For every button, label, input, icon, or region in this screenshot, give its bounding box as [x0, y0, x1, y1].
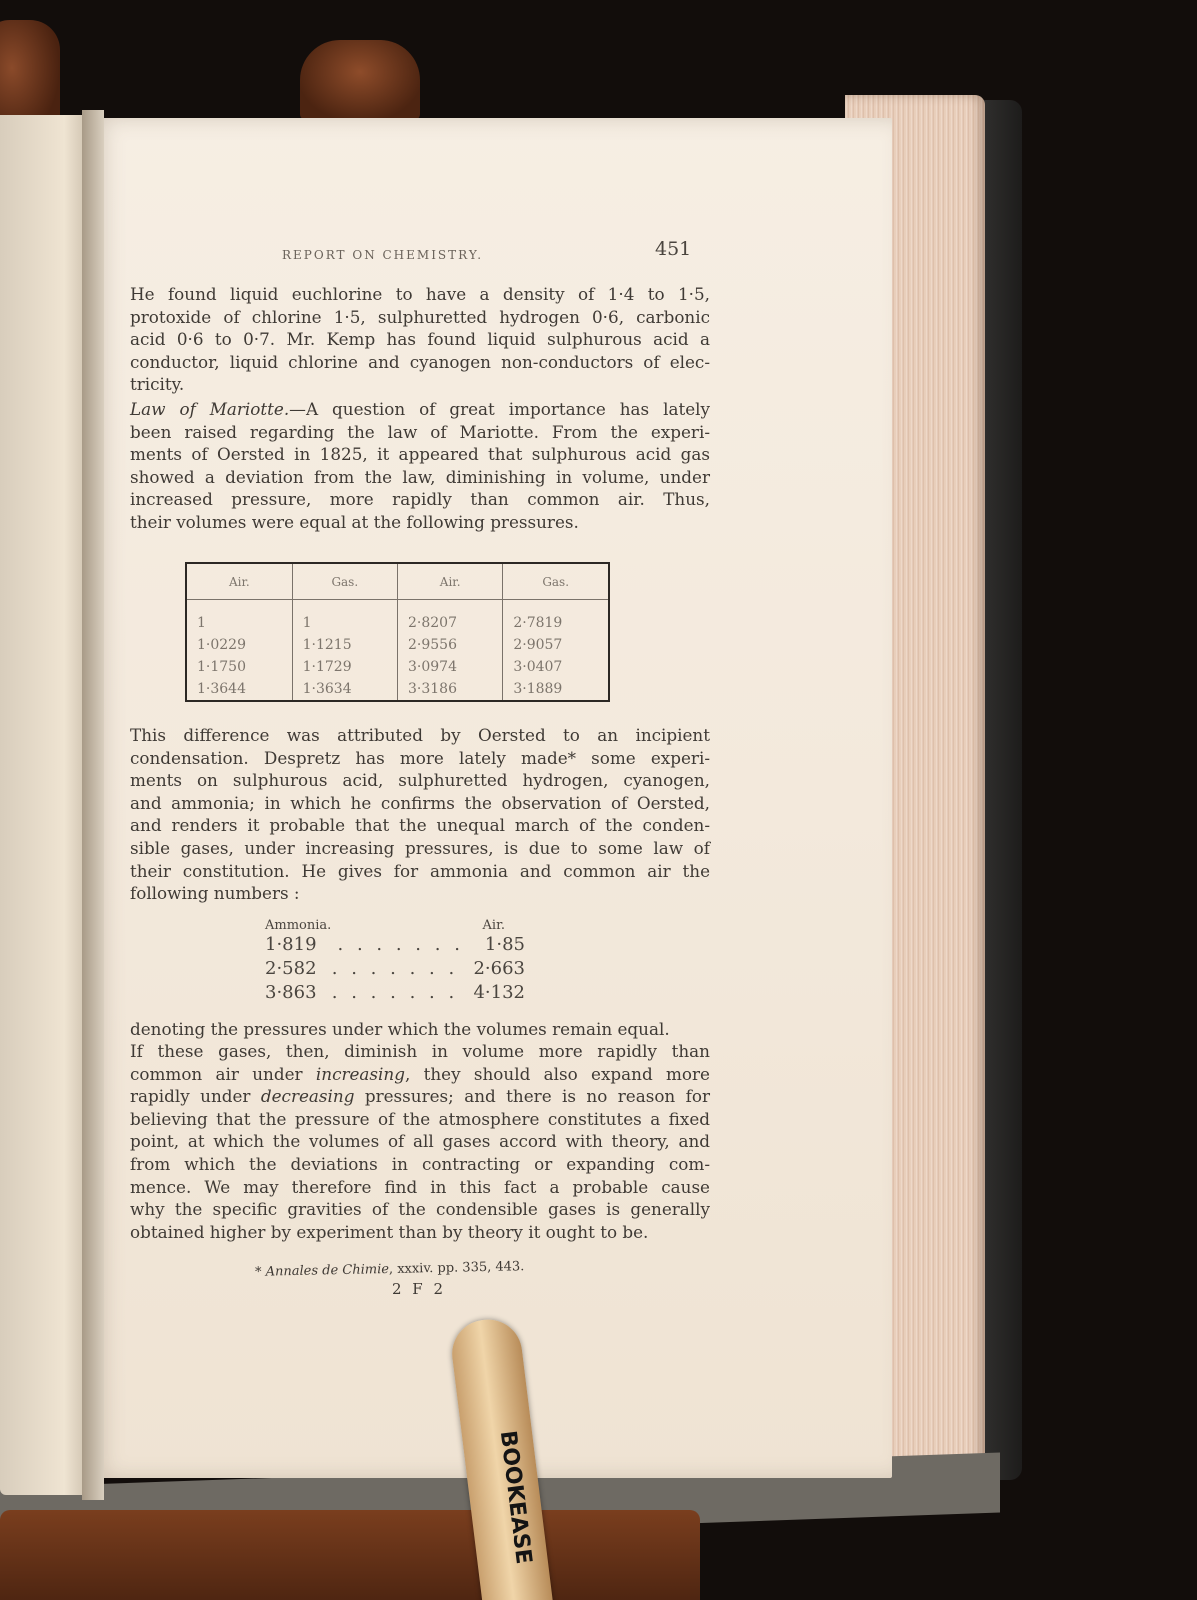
ammonia-row: [265, 957, 525, 981]
book-stand-middle-arm: [300, 40, 420, 120]
pressure-table: [185, 562, 610, 702]
text-line: conductor, liquid chlorine and cyanogen non-conductors of elec-: [130, 351, 710, 372]
text-line: point, at which the volumes of all gases accord with theory, and: [130, 1131, 710, 1152]
text-line: acid 0·6 to 0·7. Mr. Kemp has found liquid sulphurous acid a: [130, 329, 710, 350]
text-line: from which the deviations in contracting or expanding com-: [130, 1153, 710, 1174]
table-row: [186, 600, 609, 635]
text-line: believing that the pressure of the atmosphere constitutes a fixed: [130, 1108, 710, 1129]
text-line: tricity.: [130, 374, 185, 395]
text-line: [130, 1085, 710, 1108]
paragraph-1: [130, 283, 710, 396]
text-line: sible gases, under increasing pressures, is due to some law of: [130, 837, 710, 858]
paragraph-2: [130, 398, 710, 534]
paragraph-5: [130, 1040, 710, 1243]
text-span: rapidly under: [130, 1086, 261, 1107]
text-line: denoting the pressures under which the volumes remain equal.: [130, 1019, 670, 1039]
emphasis: decreasing: [260, 1086, 355, 1107]
ammonia-value: 3·863: [265, 982, 317, 1003]
text-line: condensation. Despretz has more lately made* some experi-: [130, 747, 710, 768]
table-row: [186, 656, 609, 678]
text-line: If these gases, then, diminish in volume more rapidly than: [130, 1041, 710, 1061]
ammonia-row: [265, 933, 525, 957]
ammonia-value: 2·582: [265, 958, 317, 979]
text-span: —A question of great importance has lately: [289, 399, 710, 419]
ammonia-value: 1·819: [265, 934, 317, 955]
text-line: This difference was attributed by Oersted to an incipient: [130, 725, 710, 745]
air-value: 2·663: [473, 958, 525, 979]
ammonia-row: [265, 981, 525, 1005]
ammonia-table-header: [265, 918, 505, 933]
text-span: , they should also expand more: [404, 1063, 710, 1084]
footnote-marker: *: [254, 1264, 266, 1280]
text-line: and ammonia; in which he confirms the observation of Oersted,: [130, 792, 710, 813]
table-header: Gas.: [292, 563, 397, 600]
text-line: why the specific gravities of the condensible gases is generally: [130, 1199, 710, 1220]
text-line: been raised regarding the law of Mariotte. From the experi-: [130, 421, 710, 442]
table-cell: 3·3186: [397, 678, 502, 701]
table-row: [186, 635, 609, 657]
table-cell: 1·1729: [292, 656, 397, 678]
table-cell: 1·3634: [292, 678, 397, 701]
text-line: ments on sulphurous acid, sulphuretted hydrogen, cyanogen,: [130, 770, 710, 791]
paragraph-4: [130, 1018, 710, 1041]
text-line: increased pressure, more rapidly than common air. Thus,: [130, 489, 710, 510]
table-cell: 3·0974: [397, 656, 502, 678]
page-number: 451: [655, 238, 692, 260]
leader-dots: . . . . . . .: [331, 982, 459, 1003]
running-head: REPORT ON CHEMISTRY.: [282, 248, 484, 262]
leader-dots: . . . . . . .: [337, 934, 464, 955]
air-header: Air.: [482, 918, 505, 933]
text-span: pressures; and there is no reason for: [354, 1086, 710, 1107]
bookmark-label: BOOKEASE: [494, 1429, 536, 1566]
table-cell: 2·7819: [503, 600, 609, 635]
table-row: [186, 678, 609, 701]
air-value: 1·85: [484, 934, 525, 955]
table-cell: 1: [292, 600, 397, 635]
book-stand-base: [0, 1510, 700, 1600]
text-span: common air under: [130, 1063, 316, 1084]
text-line: [130, 1063, 710, 1086]
table-cell: 1·1750: [186, 656, 292, 678]
text-line: and renders it probable that the unequal march of the conden-: [130, 815, 710, 836]
leader-dots: . . . . . . .: [331, 958, 459, 979]
ammonia-header: Ammonia.: [265, 918, 332, 933]
table-header: Air.: [397, 563, 502, 600]
text-line: mence. We may therefore find in this fact a probable cause: [130, 1176, 710, 1197]
text-line: protoxide of chlorine 1·5, sulphuretted hydrogen 0·6, carbonic: [130, 306, 710, 327]
footnote-citation: , xxxiv. pp. 335, 443.: [388, 1259, 525, 1278]
text-line: [130, 398, 710, 421]
signature-mark: 2 F 2: [392, 1280, 447, 1298]
emphasis: increasing: [315, 1063, 405, 1084]
text-line: their volumes were equal at the following pressures.: [130, 511, 579, 532]
text-line: following numbers :: [130, 883, 300, 904]
table-cell: 2·8207: [397, 600, 502, 635]
table-cell: 1·0229: [186, 635, 292, 657]
table-cell: 2·9556: [397, 635, 502, 657]
table-cell: 1: [186, 600, 292, 635]
table-cell: 3·0407: [503, 656, 609, 678]
book-gutter: [82, 110, 104, 1500]
left-page: [0, 115, 92, 1495]
text-line: showed a deviation from the law, diminishing in volume, under: [130, 466, 710, 487]
footnote-title: Annales de Chimie: [265, 1262, 390, 1280]
text-line: their constitution. He gives for ammonia and common air the: [130, 860, 710, 881]
table-cell: 2·9057: [503, 635, 609, 657]
ammonia-air-table: [265, 918, 545, 1005]
air-value: 4·132: [473, 982, 525, 1003]
table-header-row: [186, 563, 609, 600]
table-cell: 1·1215: [292, 635, 397, 657]
text-line: obtained higher by experiment than by theory it ought to be.: [130, 1221, 649, 1242]
table-header: Air.: [186, 563, 292, 600]
text-line: He found liquid euchlorine to have a density of 1·4 to 1·5,: [130, 284, 710, 304]
table-cell: 3·1889: [503, 678, 609, 701]
section-heading: Law of Mariotte.: [130, 399, 290, 419]
text-line: ments of Oersted in 1825, it appeared that sulphurous acid gas: [130, 444, 710, 465]
table-header: Gas.: [503, 563, 609, 600]
table-cell: 1·3644: [186, 678, 292, 701]
paragraph-3: [130, 724, 710, 905]
